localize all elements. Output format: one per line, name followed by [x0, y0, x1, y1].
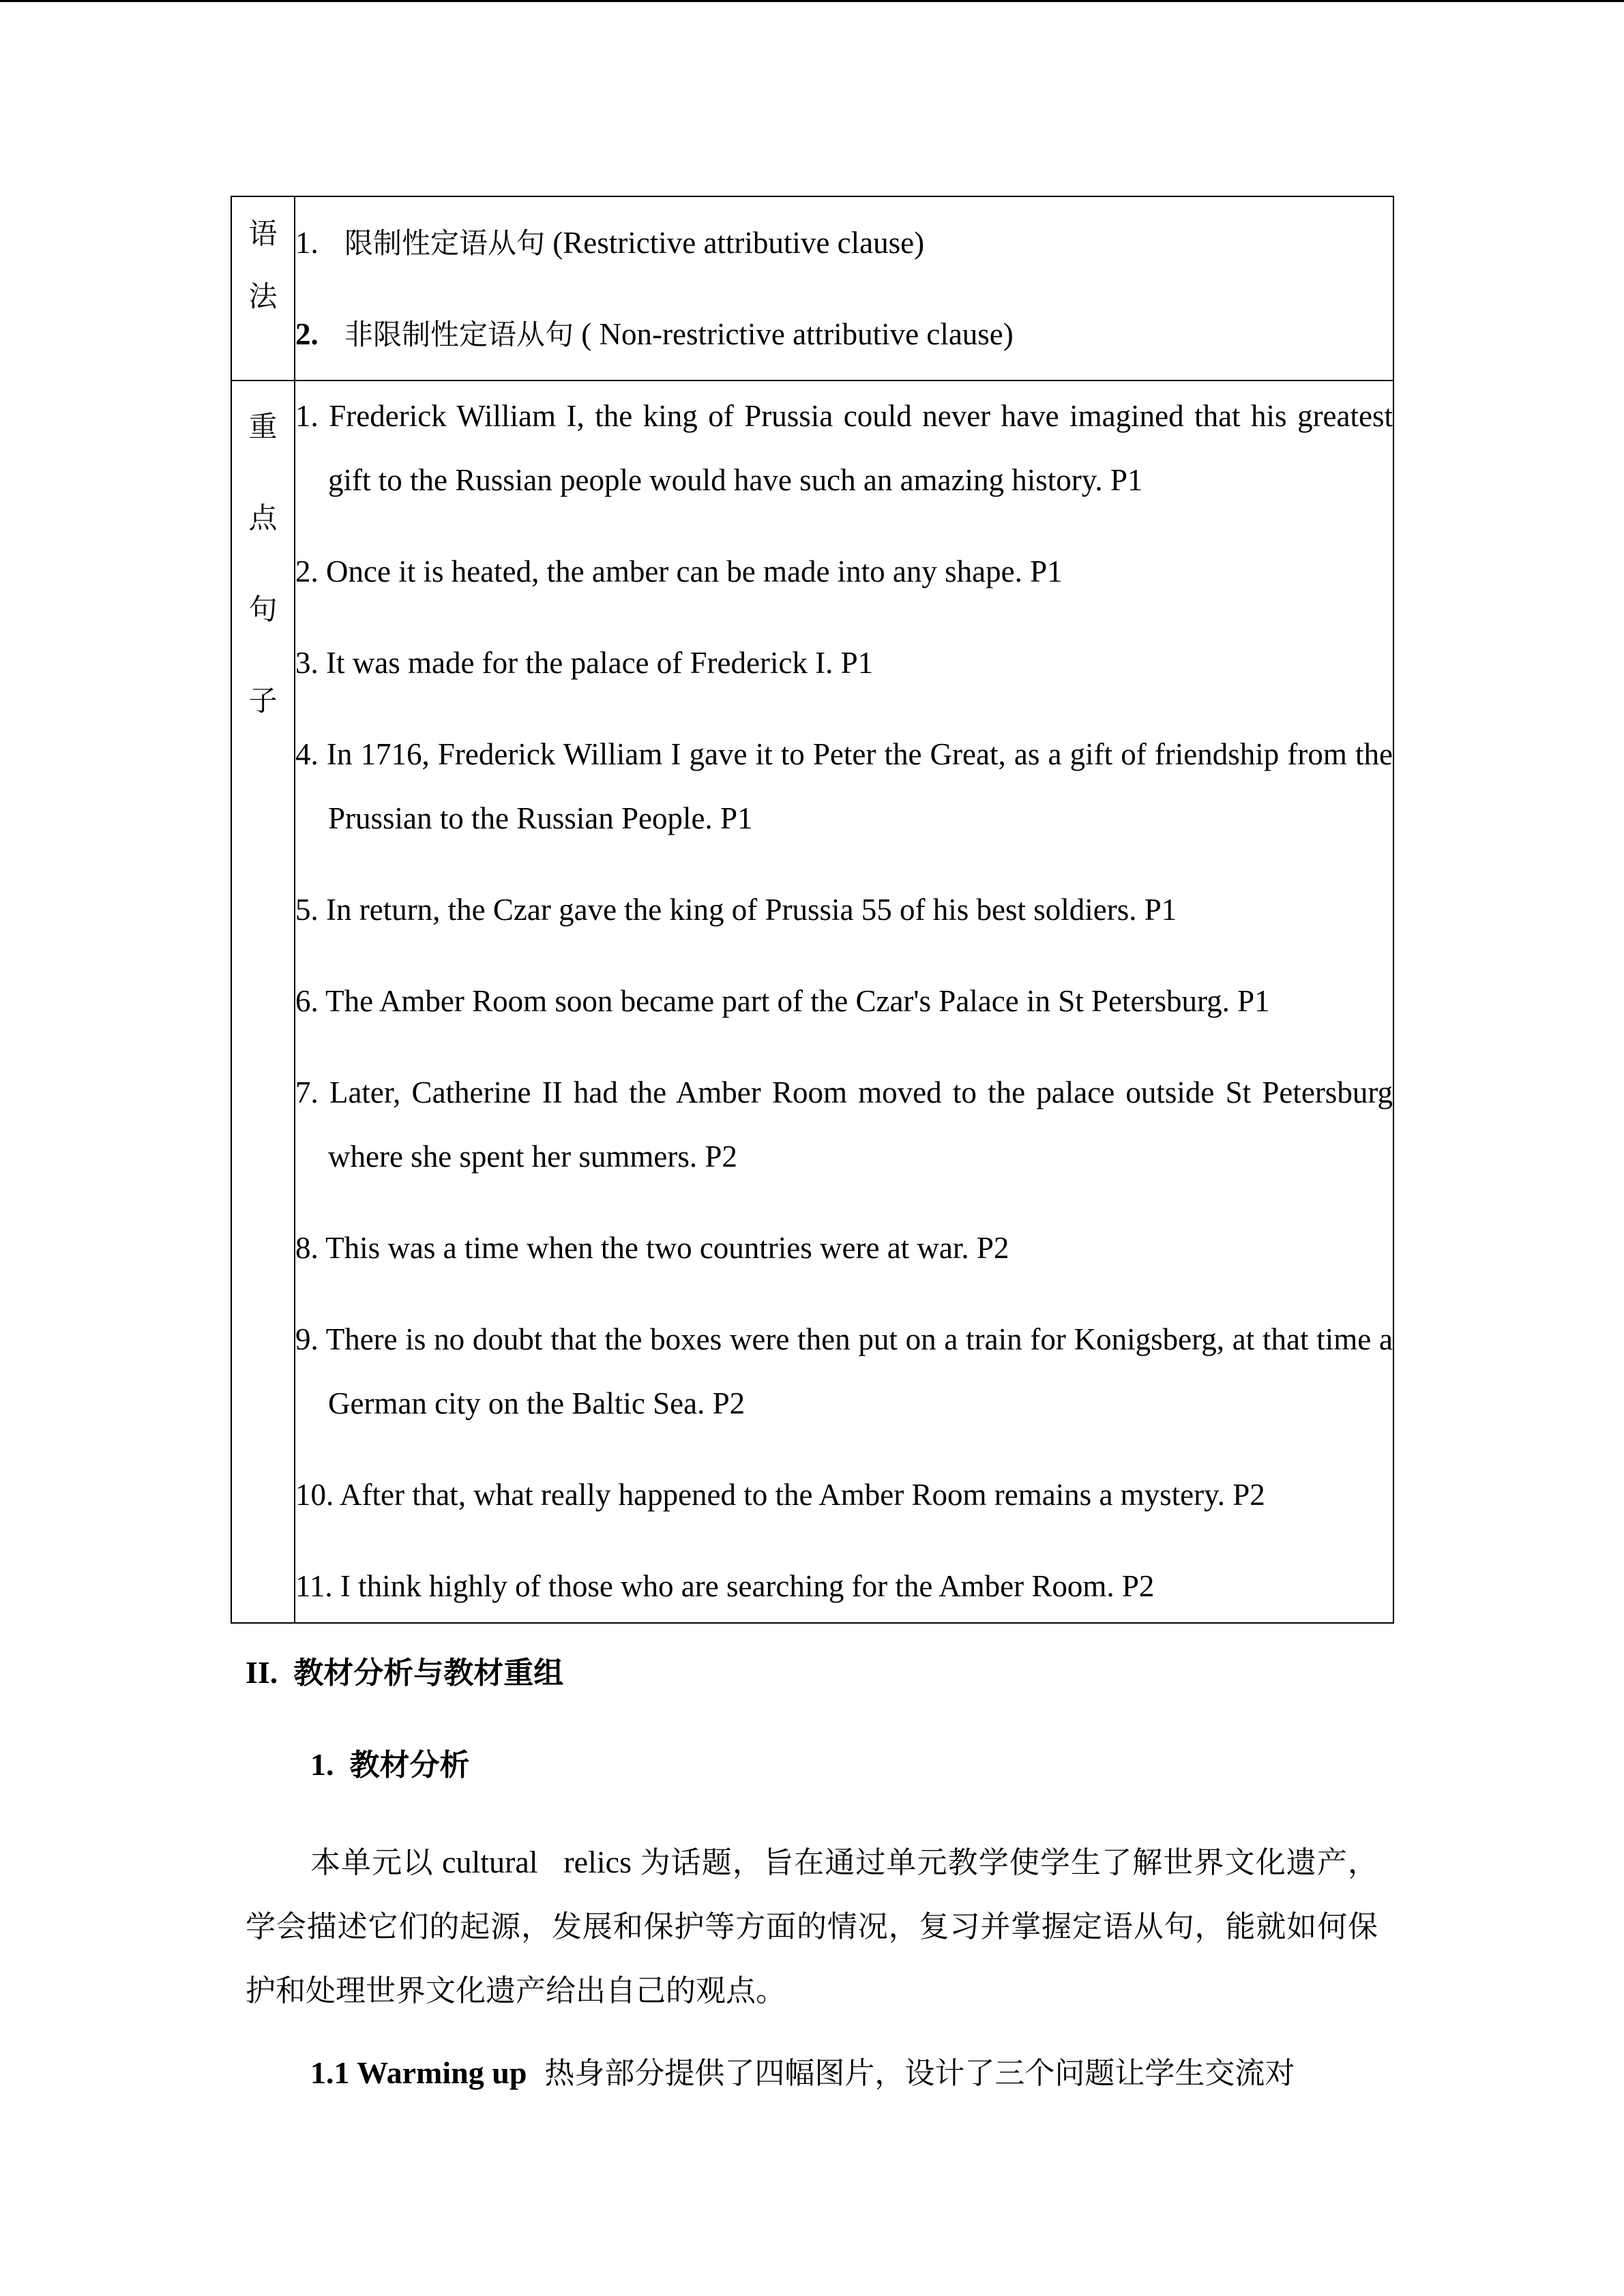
grammar-item: [295, 288, 1393, 380]
key-sentences-label-cell: [231, 381, 295, 1623]
key-sentence: 10. After that, what really happened to the Amber Room remains a mystery. P2: [295, 1478, 1265, 1512]
warming-up-paragraph: [310, 2049, 1295, 2098]
grammar-item: [295, 197, 1393, 288]
grammar-content-cell: [295, 196, 1393, 381]
key-sentence: 8. This was a time when the two countries were at war. P2: [295, 1231, 1009, 1265]
key-sentence: 11. I think highly of those who are searching for the Amber Room. P2: [295, 1569, 1155, 1603]
subsection-heading: [310, 1741, 470, 1789]
key-sentences-label-char: 重: [248, 410, 278, 443]
section-heading: [246, 1649, 563, 1697]
grammar-item-chinese: 限制性定语从句: [344, 226, 546, 260]
key-sentence: 7. Later, Catherine II had the Amber Room moved to the palace outside St Petersburg where she spent her summers. P2: [295, 1075, 1393, 1174]
key-sentence: 2. Once it is heated, the amber can be made into any shape. P1: [295, 554, 1063, 588]
section-title: 教材分析与教材重组: [293, 1656, 564, 1690]
subsection-number: 1.: [310, 1747, 334, 1782]
analysis-paragraph: [246, 1830, 1378, 2023]
paragraph-text: 本单元以: [310, 1845, 434, 1880]
key-sentence: 3. It was made for the palace of Frederick I. P1: [295, 646, 874, 680]
grammar-label-char: 法: [248, 280, 278, 313]
paragraph-english-term: cultural relics: [433, 1845, 640, 1879]
key-sentence: 1. Frederick William I, the king of Prussia could never have imagined that his greatest gift to the Russian people would have such an amazing history. P1: [295, 399, 1393, 497]
key-sentence: 5. In return, the Czar gave the king of Prussia 55 of his best soldiers. P1: [295, 893, 1177, 927]
grammar-label-cell: [231, 196, 295, 381]
key-sentences-label-char: 句: [248, 593, 278, 626]
warming-up-text: 热身部分提供了四幅图片，设计了三个问题让学生交流对: [544, 2056, 1295, 2091]
key-sentences-label-char: 子: [248, 684, 278, 717]
grammar-item-english: (Restrictive attributive clause): [545, 226, 925, 260]
key-sentences-row: [231, 381, 1393, 1623]
key-sentence: 4. In 1716, Frederick William I gave it to Peter the Great, as a gift of friendship from the Prussian to the Russian People. P1: [295, 737, 1393, 835]
warming-up-lead: 1.1 Warming up: [310, 2055, 527, 2090]
grammar-label-char: 语: [248, 217, 278, 250]
top-border-line: [0, 0, 1624, 2]
section-number: II.: [246, 1655, 278, 1690]
grammar-row: [231, 196, 1393, 381]
grammar-item-number: 2.: [295, 317, 319, 351]
grammar-item-english: ( Non-restrictive attributive clause): [574, 317, 1014, 351]
grammar-item-number: 1.: [295, 226, 319, 260]
key-sentences-label-char: 点: [248, 501, 278, 535]
key-sentence: 6. The Amber Room soon became part of the Czar's Palace in St Petersburg. P1: [295, 984, 1270, 1018]
paragraph-text: 为话题，旨在通过单元教学使学生了解世界文化遗产，学会描述它们的起源，发展和保护等方面的情况，复习并掌握定语从句，能就如何保护和处理世界文化遗产给出自己的观点。: [246, 1845, 1378, 2008]
subsection-title: 教材分析: [349, 1748, 470, 1783]
grammar-item-chinese: 非限制性定语从句: [344, 318, 574, 351]
key-sentence: 9. There is no doubt that the boxes were then put on a train for Konigsberg, at that time a German city on the Baltic Sea. P2: [295, 1322, 1393, 1420]
key-sentences-content-cell: [295, 381, 1393, 1623]
lesson-table: [231, 196, 1394, 1624]
